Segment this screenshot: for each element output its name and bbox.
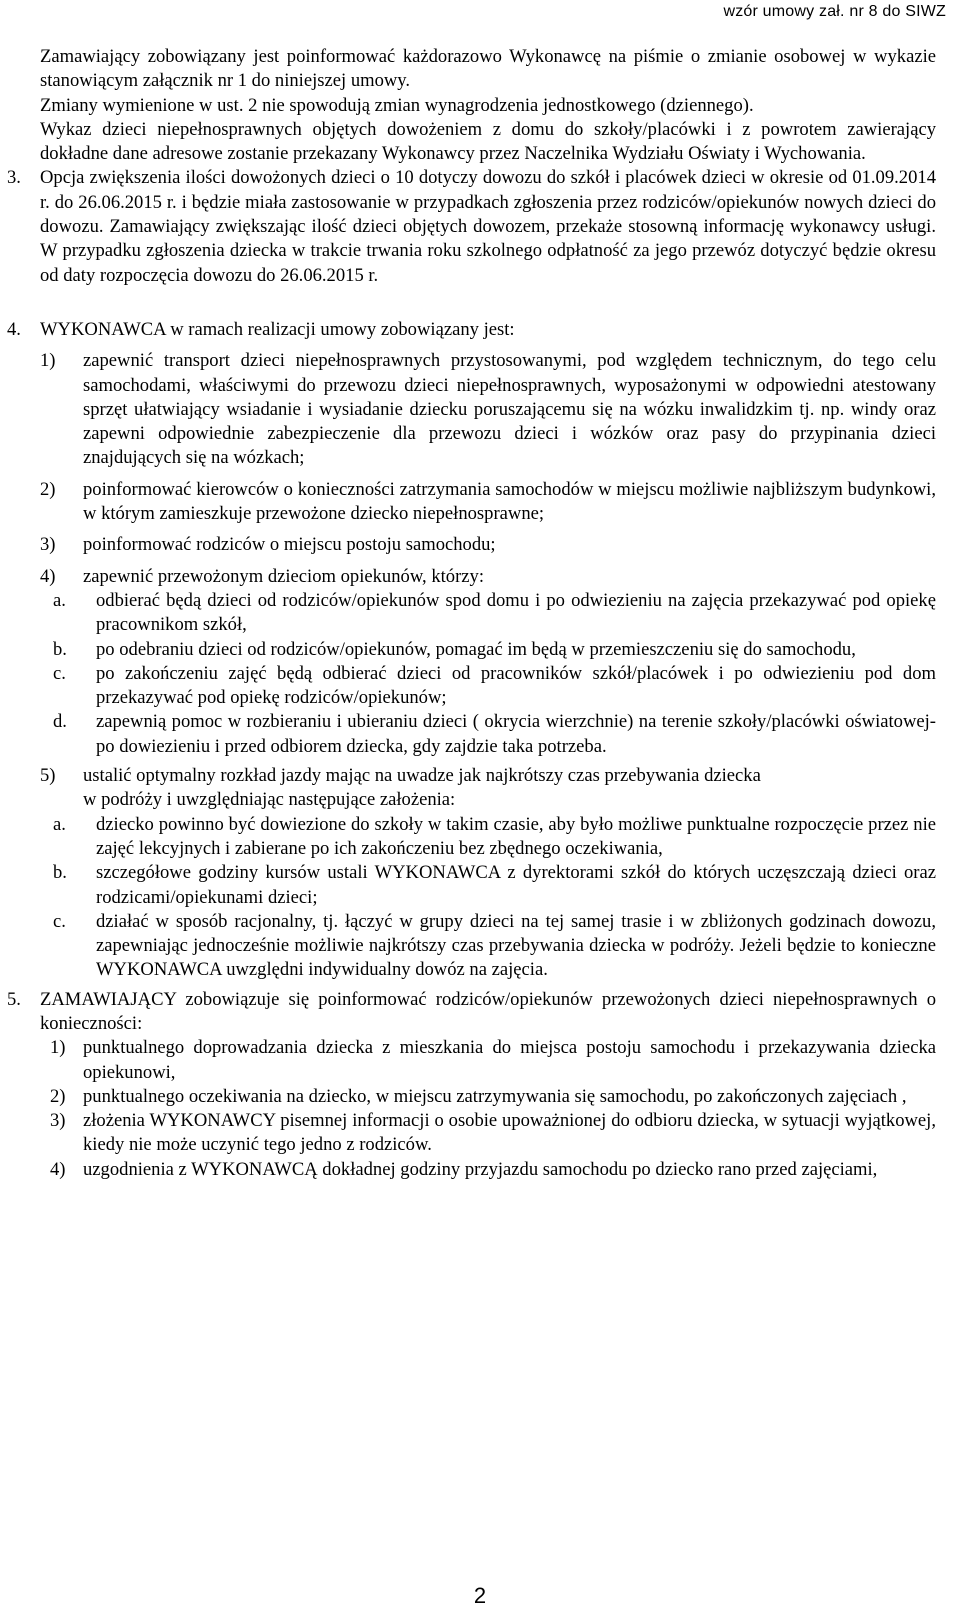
list-item: 2) punktualnego oczekiwania na dziecko, w miejscu zatrzymywania się samochodu, po zakończonych zajęciach ,	[50, 1085, 907, 1107]
section-number: 3.	[7, 167, 21, 189]
document-header: wzór umowy zał. nr 8 do SIWZ	[723, 3, 946, 20]
paragraph-notification: Zamawiający zobowiązany jest poinformować każdorazowo Wykonawcę na piśmie o zmianie osobowej w wykazie stanowiącym załącznik nr 1 do niniejszej umowy.	[40, 46, 936, 92]
section-5	[7, 988, 936, 1037]
sub-list-item: c. działać w sposób racjonalny, tj. łączyć w grupy dzieci na tej samej trasie i w zbliżonych godzinach dowozu, zapewniając jednocześnie możliwie najkrótszy czas przebywania dziecka w podróży. Jeżeli będzie to konieczne WYKONAWCA uwzględni indywidualny dowóz na zajęcia.	[53, 910, 936, 981]
sub-list-item: c. po zakończeniu zajęć będą odbierać dzieci od pracowników szkół/placówek i po odwiezieniu pod dom przekazywać pod opiekę rodziców/opiekunów;	[53, 662, 936, 709]
document-body	[7, 45, 936, 1182]
section-text: Opcja zwiększenia ilości dowożonych dzieci o 10 dotyczy dowozu do szkół i placówek dzieci w okresie od 01.09.2014 r. do 26.06.2015 r. i będzie miała zastosowanie w przypadkach zgłoszenia przez rodziców/opiekunów nowych dzieci do dowozu. Zamawiający zwiększając ilość dzieci objętych dowozem, przekaże stosowną informację wykonawcy usługi. W przypadku zgłoszenia dziecka w trakcie trwania roku szkolnego odpłatność za jego przewóz dotyczyć będzie okresu od daty rozpoczęcia dowozu do 26.06.2015 r.	[40, 167, 936, 286]
list-item-continuation: w podróży i uwzględniając następujące założenia:	[83, 789, 456, 811]
sub-list-item: b. szczegółowe godziny kursów ustali WYKONAWCA z dyrektorami szkół do których uczęszczają dzieci oraz rodzicami/opiekunami dzieci;	[53, 862, 936, 908]
sub-list-item: b. po odebraniu dzieci od rodziców/opiekunów, pomagać im będą w przemieszczeniu się do samochodu,	[53, 638, 856, 660]
sub-list-item: a. odbierać będą dzieci od rodziców/opiekunów spod domu i po odwiezieniu na zajęcia przekazywać pod opiekę pracownikom szkół,	[53, 589, 936, 636]
sub-list-item: d. zapewnią pomoc w rozbieraniu i ubieraniu dzieci ( okrycia wierzchnie) na terenie szkoły/placówki oświatowej- po dowiezieniu i przed odbiorem dziecka, gdy zajdzie taka potrzeba.	[53, 711, 936, 757]
list-item: 1) zapewnić transport dzieci niepełnosprawnych przystosowanymi, pod względem technicznym, do tego celu samochodami, właściwymi do przewozu dzieci niepełnosprawnych, wyposażonymi w odpowiedni atestowany sprzęt ułatwiający wsiadanie i wysiadanie dziecku poruszającemu się na wózku inwalidzkim tj. np. windy oraz zapewni odpowiednie zabezpieczenie dla przewozu dzieci i wózków oraz pasy do przypinania dzieci znajdujących się na wózkach;	[40, 350, 936, 469]
section-text: ZAMAWIAJĄCY zobowiązuje się poinformować rodziców/opiekunów przewożonych dzieci niepełnosprawnych o konieczności:	[40, 988, 936, 1034]
paragraph-remuneration: Zmiany wymienione w ust. 2 nie spowodują zmian wynagrodzenia jednostkowego (dziennego).	[40, 94, 754, 116]
section-3	[7, 166, 936, 287]
list-item: 3) poinformować rodziców o miejscu postoju samochodu;	[40, 534, 496, 556]
page-number: 2	[473, 1583, 487, 1608]
list-item: 4) zapewnić przewożonym dzieciom opiekunów, którzy:	[40, 565, 484, 587]
section-4	[7, 318, 936, 342]
list-item: 3) złożenia WYKONAWCY pisemnej informacji o osobie upoważnionej do odbioru dziecka, w sytuacji wyjątkowej, kiedy nie może uczynić tego jedno z rodziców.	[50, 1110, 936, 1156]
list-item: 1) punktualnego doprowadzania dziecka z mieszkania do miejsca postoju samochodu i przekazywania dziecka opiekunowi,	[50, 1037, 936, 1083]
list-item: 5) ustalić optymalny rozkład jazdy mając na uwadze jak najkrótszy czas przebywania dziecka	[40, 765, 761, 787]
list-item: 2) poinformować kierowców o konieczności zatrzymania samochodów w miejscu możliwie najbliższym budynkowi, w którym zamieszkuje przewożone dziecko niepełnosprawne;	[40, 478, 936, 525]
sub-list-item: a. dziecko powinno być dowiezione do szkoły w takim czasie, aby było możliwe punktualne rozpoczęcie przez nie zajęć lekcyjnych i zabierane po ich zakończeniu bez zbędnego oczekiwania,	[53, 813, 936, 859]
section-number: 5.	[7, 988, 21, 1010]
paragraph-children-list: Wykaz dzieci niepełnosprawnych objętych dowożeniem z domu do szkoły/placówki i z powrotem zawierający dokładne dane adresowe zostanie przekazany Wykonawcy przez Naczelnika Wydziału Oświaty i Wychowania.	[40, 118, 936, 165]
list-item: 4) uzgodnienia z WYKONAWCĄ dokładnej godziny przyjazdu samochodu po dziecko rano przed zajęciami,	[50, 1158, 878, 1180]
section-text: WYKONAWCA w ramach realizacji umowy zobowiązany jest:	[40, 318, 515, 340]
section-number: 4.	[7, 318, 21, 340]
